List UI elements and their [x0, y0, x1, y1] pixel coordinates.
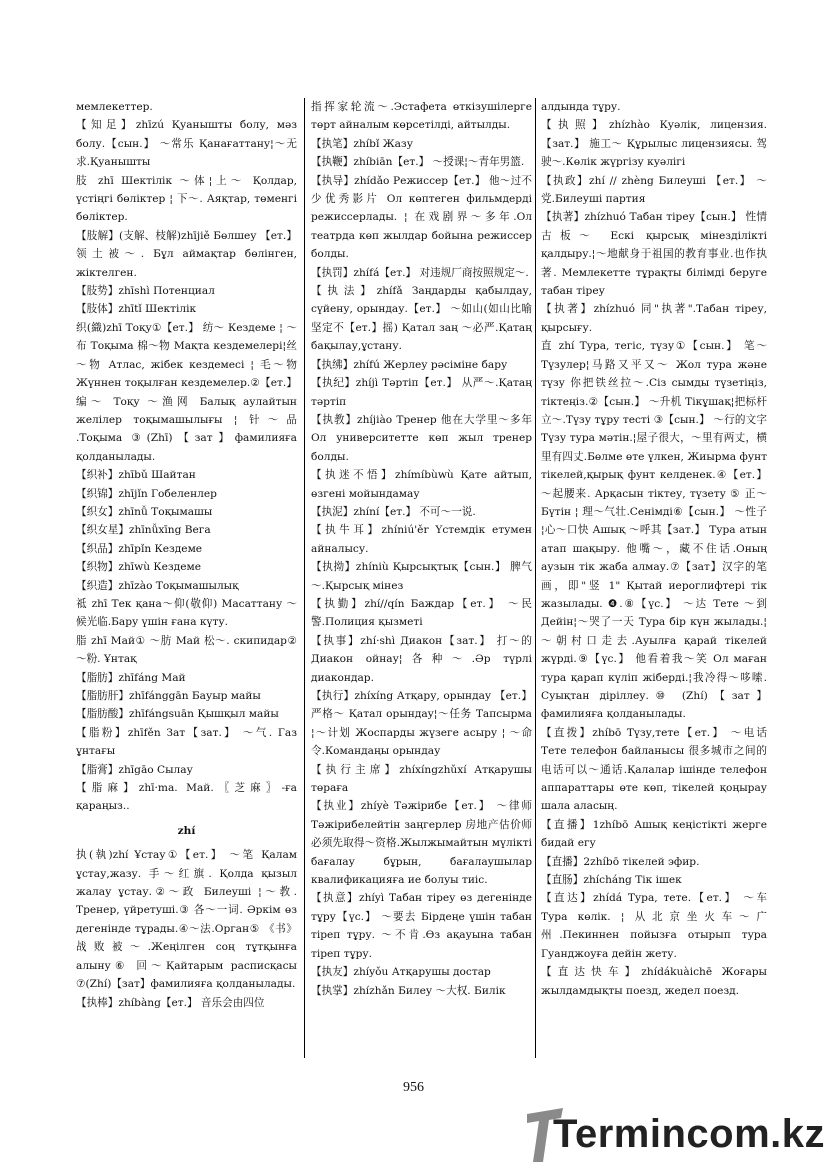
dictionary-entry: 【执泥】zhíní【ет.】 不可～一说.	[311, 505, 476, 518]
section-heading: zhí	[177, 824, 196, 837]
dictionary-entry: 【执法】zhífǎ Заңдарды қабылдау, сүйену, орындау.【ет.】 ～如山(如山比喻坚定不【ет.】摇) Қатал заң ～必严.Қатаң бақылау,ұстану.	[311, 285, 532, 353]
dictionary-entry: 脂 zhī Май① ～肪 Май 松～. скипидар②～粉. Ұнтақ	[76, 634, 297, 666]
column-3	[541, 98, 767, 1098]
dictionary-entry: 【执照】zhízhào Куәлік, лицензия. 【зат.】 施工～ Құрылыс лицензиясы. 驾驶～.Көлік жүргізу куәлігі	[541, 119, 767, 169]
dictionary-entry: 【执意】zhíyì Табан тіреу өз дегенінде тұру【үс.】 ～要去 Бірдеңе үшін табан тіреп тұру. ～不肯.Өз ақауына табан тіреп тұру.	[311, 892, 532, 960]
dictionary-entry: 祗 zhī Тек қана～仰(敬仰) Масаттану ～候光临.Бару үшін ғана күту.	[76, 597, 297, 629]
dictionary-entry: 【执鞭】zhíbiān【ет.】 ～授课¦～青年男篮.	[311, 156, 525, 169]
dictionary-entry: 【肢体】zhītǐ Шектілік	[76, 303, 197, 316]
dictionary-entry: 【脂粉】zhīfěn Зат【зат.】 ～气. Газ ұнтағы	[76, 726, 297, 758]
dictionary-entry: мемлекеттер.	[76, 101, 153, 113]
dictionary-entry: 【脂膏】zhīgāo Сылау	[76, 763, 193, 776]
dictionary-entry: 【执掌】zhízhǎn Билеу ～大权. Билік	[311, 984, 506, 997]
dictionary-entry: 【执行主席】zhíxíngzhǔxí Атқарушы төраға	[311, 763, 532, 795]
dictionary-entry: 【肢势】zhīshì Потенциал	[76, 285, 215, 298]
dictionary-entry: 织(織)zhī Тоқу①【ет.】 纺～ Кездеме ¦ ～布 Тоқыма 棉～物 Мақта кездемелері¦丝～物 Атлас, жібек кездемесі ¦ 毛～物 Жүннен тоқылған кездемелер.②【ет.】 编～ Тоқу ～渔网 Балық аулайтын желілер тоқымашылығы ¦ 针～品 .Тоқыма ③(Zhī)【зат】фамилияға қолданылады.	[76, 321, 297, 463]
dictionary-entry: 【直播】2zhíbō тікелей эфир.	[541, 855, 700, 868]
dictionary-entry: 【织造】zhīzào Тоқымашылық	[76, 579, 239, 592]
dictionary-entry: 执(執)zhí Ұстау①【ет.】 ～笔 Қалам ұстау,жазу. 手～红旗. Қолда қызыл жалау ұстау.②～政 Билеуші ¦～教. Тренер, үйретуші.③ 各～一词. Әркім өз дегенінде тұрады.④～法.Орган⑤ 《书》 战败被～.Жеңілген соң тұтқынға алыну⑥ 回～Қайтарым расписқасы ⑦(Zhí)【зат】фамилияға қолданылады.	[76, 849, 297, 991]
dictionary-entry: 指挥家轮流～.Эстафета өткізушілерге төрт айналым көрсетілді, айтылды.	[311, 101, 532, 132]
column-divider-2	[535, 98, 536, 1058]
dictionary-entry: 【执行】zhíxíng Атқару, орындау 【ет.】 严格～ Қатал орындау¦～任务 Тапсырма ¦～计划 Жоспарды жүзеге асыру ¦ ～命令.Командаңы орындау	[311, 690, 532, 758]
dictionary-entry: 【执勤】zhí//qín Баждар【ет.】 ～民警.Полиция қызметі	[311, 597, 532, 629]
page-number: 956	[403, 1080, 424, 1095]
dictionary-entry: 【执著】zhízhuó 同"执著".Табан тіреу, қырсығу.	[541, 303, 767, 334]
column-1	[76, 98, 297, 1098]
dictionary-entry: 【执政】zhí // zhèng Билеуші 【ет.】 ～党.Билеуші партия	[541, 174, 767, 206]
dictionary-entry: 【执事】zhí·shì Диакон【зат.】 打～的 Диакон ойнау¦各种～.Әр түрлі диакондар.	[311, 634, 532, 684]
dictionary-entry: 【执友】zhíyǒu Атқарушы достар	[311, 966, 491, 979]
dictionary-entry: 【执绋】zhífú Жерлеу рәсіміне бару	[311, 358, 508, 371]
dictionary-entry: 【织品】zhīpǐn Кездеме	[76, 542, 203, 555]
dictionary-entry: 【织补】zhībǔ Шайтан	[76, 469, 196, 482]
dictionary-entry: 【脂肪酸】zhīfángsuān Қышқыл майы	[76, 708, 279, 721]
dictionary-entry: 【织女】zhīnǚ Тоқымашы	[76, 505, 213, 518]
column-divider-1	[304, 98, 305, 1058]
dictionary-entry: 【直播】1zhíbō Ашық кеңістікті жерге бидай егу	[541, 818, 767, 850]
logo-text: Termincom.kz	[553, 1112, 825, 1156]
dictionary-entry: 【执迷不悟】zhímíbùwù Қате айтып, өзгені мойындамау	[311, 469, 532, 500]
dictionary-entry: 【直肠】zhícháng Тік ішек	[541, 874, 682, 887]
dictionary-entry: 【织女星】zhīnǚxīng Вега	[76, 524, 211, 537]
dictionary-entry: 【执业】zhíyè Тәжірибе【ет.】 ～律师 Тәжірибелейтін заңгерлер 房地产估价师必须先取得～资格.Жылжымайтын мүлікті бағалау бұрын, бағалаушылар квалификацияға ие болуы тиіс.	[311, 800, 532, 887]
dictionary-entry: 肢 zhī Шектілік ～体¦上～ Қолдар, үстіңгі бөліктер ¦ 下～. Аяқтар, төменгі бөліктер.	[76, 174, 297, 224]
dictionary-entry: 【执笔】zhíbǐ Жазу	[311, 137, 413, 150]
dictionary-entry: 【执纪】zhíjì Тәртіп【ет.】 从严～.Қатаң тәртіп	[311, 377, 532, 408]
dictionary-entry: 【脂肪】zhīfáng Май	[76, 671, 186, 684]
dictionary-entry: 【执教】zhíjiào Тренер 他在大学里～多年 Ол университетте көп жыл тренер болды.	[311, 413, 532, 463]
termincom-logo[interactable]	[525, 1106, 825, 1166]
dictionary-entry: 【执导】zhídǎo Режиссер【ет.】 他～过不少优秀影片 Ол көптеген фильмдерді режиссерлады. ¦ 在戏剧界～多年.Ол театрда көп жылдар бойына режиссер болды.	[311, 174, 532, 261]
dictionary-entry: 【执拗】zhíniù Қырсықтық【сын.】 脾气～.Қырсық мінез	[311, 561, 532, 592]
dictionary-entry: 直 zhí Тура, тегіс, түзу①【сын.】 笔～Түзулер¦马路又平又～ Жол тура және түзу 你把铁丝拉～.Сіз сымды түзетіңіз, тіктеңіз.②【сын.】 ～升机 Тікұшақ¦把标杆立～.Түзу тұру тесті ③【сын.】 ～行的文字 Түзу тура мәтін.¦屋子很大，～里有两丈，横里有四丈.Бөлме өте үлкен, Жиырма фунт тікелей,қырық фунт келденек.④【ет.】 ～起腰来. Арқасын тіктеу, түзету ⑤ 正～Бүтін ¦ 理～气壮.Сенімді⑥【сын.】 ～性子 ¦心～口快 Ашық ～呼其【зат.】 Тура атын атап шақыру. 他嘴～，藏不住话.Оның аузын тік жаба алмау.⑦【зат】汉字的笔画，即"竖 1" Қытай иероглифтері тік жазылады. ❹.⑧【үс.】 ～达 Тете ～到 Дейін¦～哭了一天 Тура бір күн жылады.¦～朝村口走去.Ауылға қарай тікелей жүрді.⑨【үс.】 他看着我～笑 Ол маған тура қарап күліп жіберді.¦我冷得～哆嗦. Суықтан діріллеу.⑩ (Zhí)【зат】фамилияға қолданылады.	[541, 340, 767, 721]
dictionary-entry: 【直拨】zhíbō Түзу,тете【ет.】 ～电话 Тете телефон байланысы 很多城市之间的电话可以～通话.Қалалар ішінде телефон аппараттары өте көп, тікелей қоңырау шала аласың.	[541, 726, 767, 813]
dictionary-entry: 【直达】zhídá Тура, тете.【ет.】 ～车 Тура көлік. ¦ 从北京坐火车～广州.Пекиннен пойызға отырып тура Гуанджоуға дейін жету.	[541, 892, 767, 960]
dictionary-entry: 【执著】zhízhuó Табан тіреу【сын.】 性情古板～ Ескі қырсық мінезділікті қалдыру.¦～地献身于祖国的教育事业.也作执著. Мемлекетте тұрақты білімді беруге табан тіреу	[541, 211, 767, 298]
dictionary-entry: 【执罚】zhífá【ет.】 对违规厂商按照规定～.	[311, 266, 529, 279]
dictionary-entry: 【织物】zhīwù Кездеме	[76, 561, 201, 574]
dictionary-entry: 【织锦】zhījǐn Гобеленлер	[76, 487, 217, 500]
dictionary-entry: 【知足】zhīzú Қуанышты болу, мәз болу.【сын.】 ～常乐 Қанағаттану¦～无求.Қуанышты	[76, 119, 297, 169]
column-2	[311, 98, 532, 1098]
dictionary-entry: 【肢解】(支解、枝解)zhījiě Бөлшеу 【ет.】 领土被～. Бұл аймақтар бөлінген, жіктелген.	[76, 229, 297, 279]
dictionary-entry: 【脂麻】zhī·ma. Май.〖芝麻〗-ға қараңыз..	[76, 782, 297, 813]
dictionary-entry: 【脂肪肝】zhīfánggān Бауыр майы	[76, 690, 261, 702]
dictionary-entry: 【执棒】zhíbàng【ет.】 音乐会由四位	[76, 996, 265, 1009]
dictionary-entry: алдында тұру.	[541, 101, 621, 113]
dictionary-entry: 【执牛耳】zhíniú'ěr Үстемдік етумен айналысу.	[311, 524, 532, 555]
dictionary-entry: 【直达快车】zhídákuàichē Жоғары жылдамдықты поезд, жедел поезд.	[541, 966, 767, 997]
